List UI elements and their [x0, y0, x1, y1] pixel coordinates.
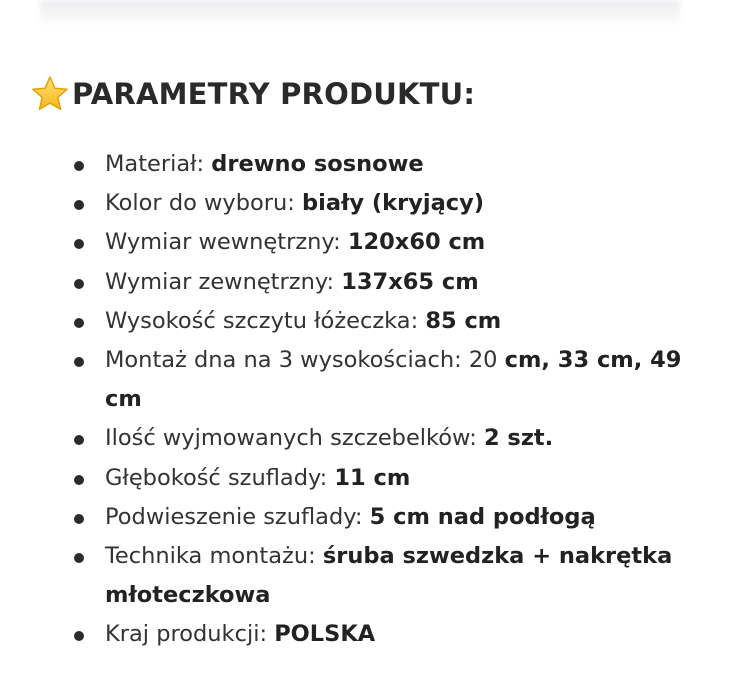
bullet-icon	[74, 553, 84, 563]
param-label: Materiał:	[105, 151, 212, 177]
parameters-list	[70, 145, 710, 655]
param-value: drewno sosnowe	[211, 151, 424, 177]
bullet-icon	[74, 279, 84, 289]
param-value: cm, 33 cm, 49 cm	[105, 347, 682, 413]
param-value: 137x65 cm	[341, 268, 479, 295]
param-label: Kolor do wyboru:	[105, 190, 303, 217]
param-inner-dimension	[70, 223, 710, 262]
param-assembly-technique	[70, 537, 710, 615]
section-heading	[30, 74, 475, 114]
param-material	[70, 145, 710, 184]
param-label: Podwieszenie szuflady:	[105, 503, 370, 530]
param-country	[70, 615, 710, 654]
param-value: 120x60 cm	[347, 229, 486, 256]
param-base-mounting	[70, 341, 710, 419]
param-label: Technika montażu:	[105, 543, 323, 570]
bullet-icon	[74, 239, 84, 249]
param-headboard-height	[70, 302, 710, 341]
param-drawer-depth	[70, 459, 710, 498]
param-label: Montaż dna na 3 wysokościach: 20	[105, 347, 505, 374]
bullet-icon	[74, 161, 84, 171]
param-value: śruba szwedzka + nakrętka młoteczkowa	[105, 543, 673, 609]
param-label: Wysokość szczytu łóżeczka:	[105, 307, 426, 334]
param-value: POLSKA	[274, 621, 376, 648]
param-value: 11 cm	[334, 464, 411, 491]
bullet-icon	[74, 200, 84, 210]
param-drawer-clearance	[70, 498, 710, 537]
cropped-image-edge	[40, 0, 680, 28]
star-icon	[30, 74, 70, 114]
param-removable-slats	[70, 419, 710, 458]
param-label: Kraj produkcji:	[105, 621, 275, 648]
bullet-icon	[74, 631, 84, 641]
param-label: Ilość wyjmowanych szczebelków:	[105, 425, 484, 452]
param-label: Wymiar zewnętrzny:	[105, 268, 342, 295]
param-outer-dimension	[70, 263, 710, 302]
section-title: PARAMETRY PRODUKTU:	[72, 77, 476, 111]
param-color	[70, 184, 710, 223]
param-value: biały (kryjący)	[302, 190, 485, 217]
param-value: 5 cm nad podłogą	[369, 503, 596, 530]
bullet-icon	[74, 435, 84, 445]
param-label: Wymiar wewnętrzny:	[105, 229, 348, 256]
param-label: Głębokość szuflady:	[105, 464, 335, 491]
bullet-icon	[74, 475, 84, 485]
param-value: 2 szt.	[483, 425, 554, 452]
bullet-icon	[74, 318, 84, 328]
bullet-icon	[74, 514, 84, 524]
param-value: 85 cm	[425, 307, 502, 334]
bullet-icon	[74, 357, 84, 367]
